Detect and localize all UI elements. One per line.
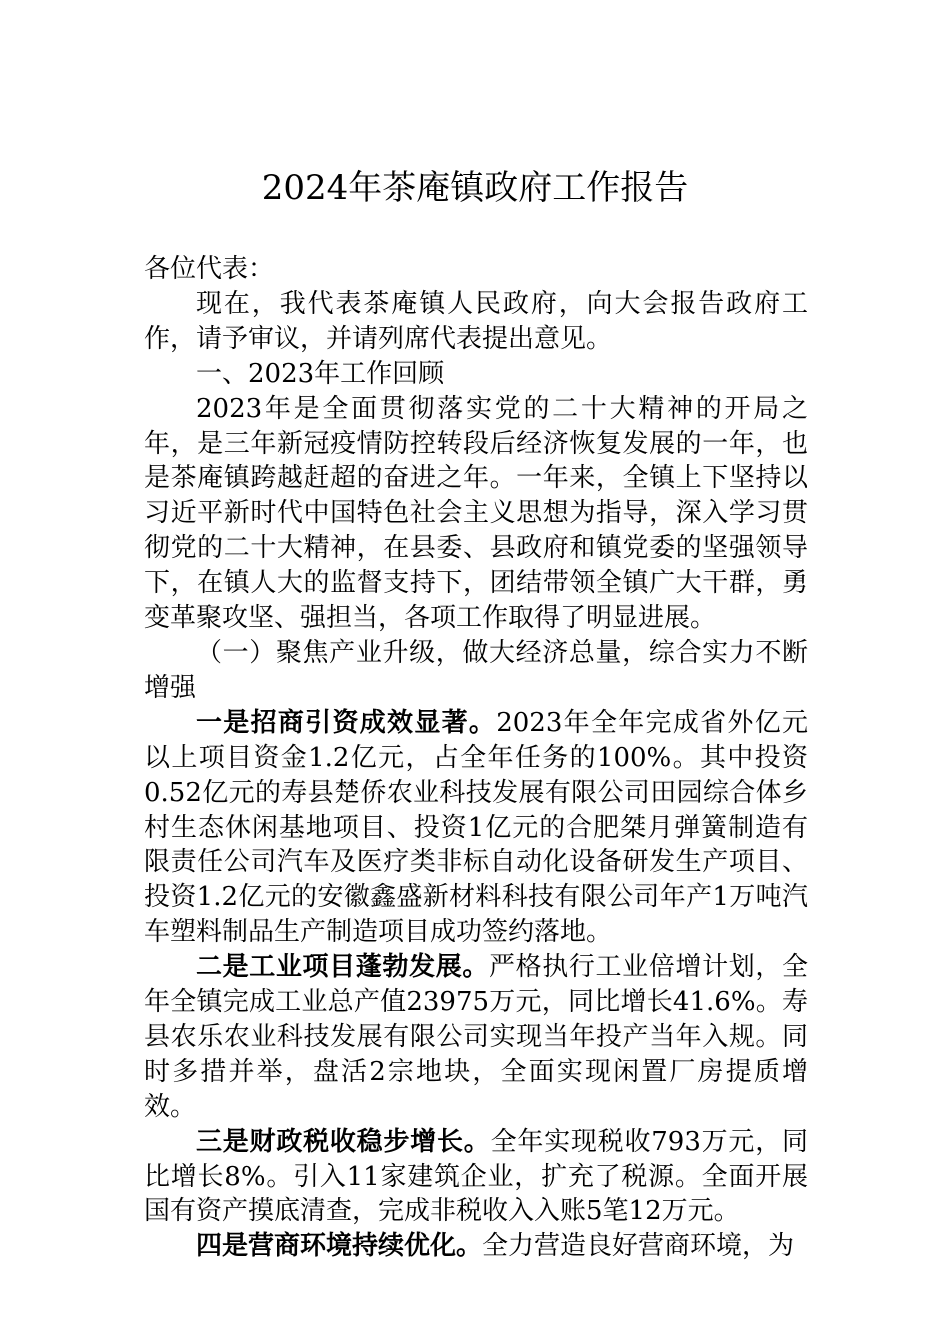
paragraph	[144, 706, 808, 950]
paragraph-text: 现在，我代表茶庵镇人民政府，向大会报告政府工作，请予审议，并请列席代表提出意见。	[144, 288, 808, 354]
paragraph-lead: 一是招商引资成效显著。	[196, 707, 497, 738]
document-body	[144, 252, 808, 1264]
subsection-heading	[144, 636, 808, 706]
paragraph-text: 全力营造良好营商环境，为	[482, 1231, 795, 1262]
paragraph-text: 2023年全年完成省外亿元以上项目资金1.2亿元，占全年任务的100%。其中投资0.52亿元的寿县楚侨农业科技发展有限公司田园综合体乡村生态休闲基地项目、投资1亿元的合肥桀月弹簧制造有限责任公司汽车及医疗类非标自动化设备研发生产项目、投资1.2亿元的安徽鑫盛新材料科技有限公司年产1万吨汽车塑料制品生产制造项目成功签约落地。	[144, 707, 808, 948]
document-title: 2024年茶庵镇政府工作报告	[261, 168, 689, 208]
paragraph	[144, 1229, 808, 1264]
paragraph-text: （一）聚焦产业升级，做大经济总量，综合实力不断增强	[144, 637, 808, 703]
paragraph	[144, 287, 808, 357]
paragraph	[144, 392, 808, 636]
section-heading	[144, 357, 808, 392]
paragraph-text: 2023年是全面贯彻落实党的二十大精神的开局之年，是三年新冠疫情防控转段后经济恢复发展的一年，也是茶庵镇跨越赶超的奋进之年。一年来，全镇上下坚持以习近平新时代中国特色社会主义思想为指导，深入学习贯彻党的二十大精神，在县委、县政府和镇党委的坚强领导下，在镇人大的监督支持下，团结带领全镇广大干群，勇变革聚攻坚、强担当，各项工作取得了明显进展。	[144, 393, 808, 634]
paragraph-lead: 二是工业项目蓬勃发展。	[196, 952, 489, 983]
paragraph	[144, 950, 808, 1125]
paragraph-lead: 四是营商环境持续优化。	[196, 1231, 483, 1262]
paragraph-text: 严格执行工业倍增计划，全年全镇完成工业总产值23975万元，同比增长41.6%。寿县农乐农业科技发展有限公司实现当年投产当年入规。同时多措并举，盘活2宗地块，全面实现闲置厂房提质增效。	[144, 952, 808, 1122]
paragraph-text: 全年实现税收793万元，同比增长8%。引入11家建筑企业，扩充了税源。全面开展国有资产摸底清查，完成非税收入入账5笔12万元。	[144, 1126, 808, 1227]
salutation: 各位代表：	[144, 254, 275, 284]
paragraph-text: 一、2023年工作回顾	[196, 358, 445, 389]
paragraph	[144, 1125, 808, 1230]
paragraph-lead: 三是财政税收稳步增长。	[196, 1126, 491, 1157]
